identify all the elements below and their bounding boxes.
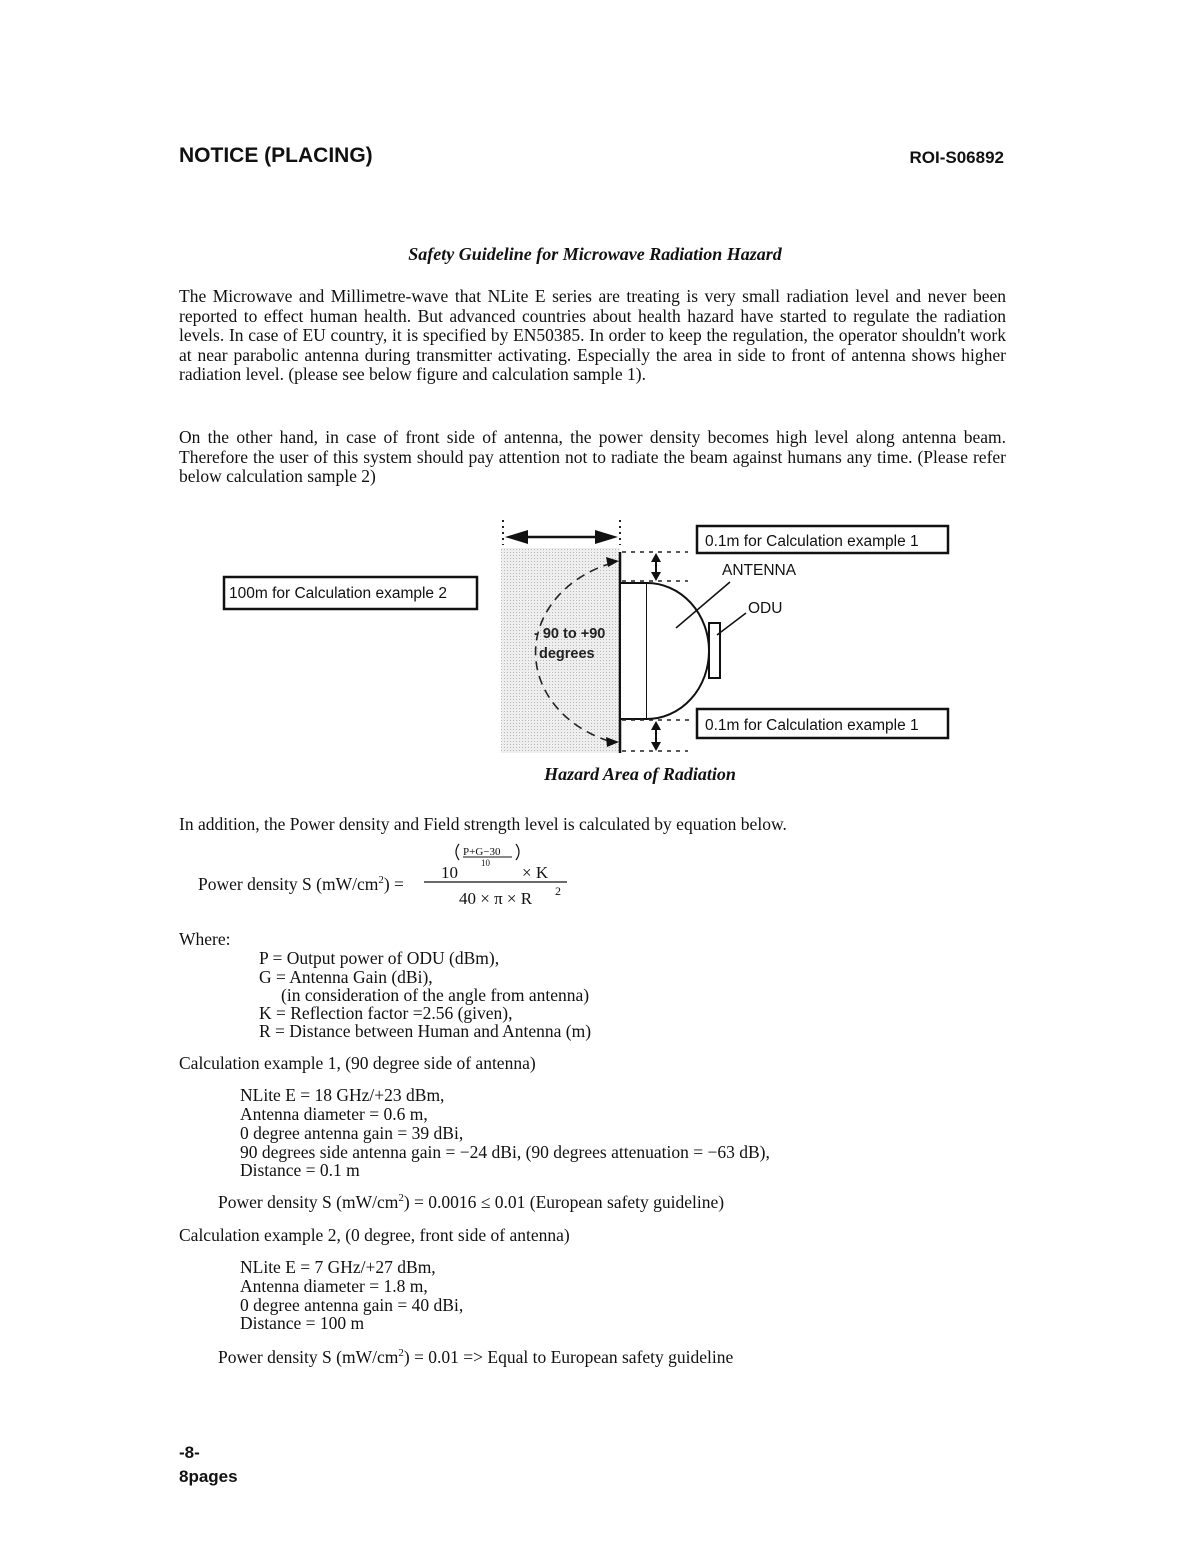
power-density-equation <box>419 838 589 908</box>
angle-label-line2: degrees <box>539 646 595 662</box>
top-clearance-arrow-down <box>651 572 661 581</box>
document-id: ROI-S06892 <box>909 148 1004 167</box>
where-label: Where: <box>179 929 231 949</box>
exponent-denominator: 10 <box>481 858 490 868</box>
equation-times-k: × K <box>522 863 549 882</box>
example1-result: Power density S $(mW/cm^2) = 0.0016 \le 0.01$ (European safety guideline) <box>218 1192 725 1212</box>
example2-line: Distance = 100 m <box>240 1313 365 1333</box>
example2-line: Antenna diameter = 1.8 m, <box>240 1276 428 1296</box>
bottom-callout-text: 0.1m for Calculation example 1 <box>705 717 919 734</box>
example2-heading: Calculation example 2, (0 degree, front side of antenna) <box>179 1225 570 1245</box>
example1-line: Antenna diameter = 0.6 m, <box>240 1104 428 1124</box>
example1-heading: Calculation example 1, (90 degree side of antenna) <box>179 1053 536 1073</box>
page-count: 8pages <box>179 1467 238 1486</box>
example2-result: Power density S $(mW/cm^2) = 0.01$ => Equal to European safety guideline <box>218 1347 734 1367</box>
exponent-numerator: P+G−30 <box>463 846 501 858</box>
where-item: P = Output power of ODU (dBm), <box>259 948 500 968</box>
example1-line: 0 degree antenna gain = 39 dBi, <box>240 1123 464 1143</box>
left-callout-text: 100m for Calculation example 2 <box>229 585 447 602</box>
odu-unit <box>709 623 720 678</box>
paragraph-1: The Microwave and Millimetre-wave that NLite E series are treating is very small radiation level and never been reported to effect human health. But advanced countries about health hazard have started to regulate the radiation levels. In case of EU country, it is specified by EN50385. In order to keep the regulation, the operator shouldn't work at near parabolic antenna during transmitter activating. Especially the area in side to front of antenna shows higher radiation level. (please see below figure and calculation sample 1). <box>179 286 1006 384</box>
page-number: -8- <box>179 1443 200 1462</box>
where-item: K = Reflection factor =2.56 (given), <box>259 1003 513 1023</box>
antenna-body <box>620 583 647 719</box>
top-callout-text: 0.1m for Calculation example 1 <box>705 533 919 550</box>
where-item: (in consideration of the angle from antenna) <box>281 985 590 1005</box>
equation-label: Power density S $(mW/cm^2)$ = <box>198 874 404 894</box>
example1-line: NLite E = 18 GHz/+23 dBm, <box>240 1085 445 1105</box>
hazard-area-diagram <box>0 510 1190 800</box>
example2-line: 0 degree antenna gain = 40 dBi, <box>240 1295 464 1315</box>
example1-line: Distance = 0.1 m <box>240 1160 360 1180</box>
equation-denominator: 40 × π × R <box>459 889 533 908</box>
odu-label: ODU <box>748 600 783 617</box>
distance-arrow-left-head <box>505 530 528 544</box>
where-item: R = Distance between Human and Antenna (m) <box>259 1021 592 1041</box>
antenna-dish <box>647 583 709 719</box>
where-item: G = Antenna Gain (dBi), <box>259 967 433 987</box>
figure-caption: Hazard Area of Radiation <box>544 764 736 784</box>
exponent-left-paren <box>456 844 459 860</box>
antenna-label: ANTENNA <box>722 562 797 579</box>
header-title: NOTICE (PLACING) <box>179 144 373 167</box>
section-title: Safety Guideline for Microwave Radiation Hazard <box>408 244 782 264</box>
equation-base: 10 <box>441 863 458 882</box>
odu-leader-line <box>717 613 746 635</box>
top-clearance-arrow-up <box>651 553 661 562</box>
bottom-clearance-arrow-up <box>651 721 661 730</box>
distance-arrow-right-head <box>595 530 618 544</box>
example2-line: NLite E = 7 GHz/+27 dBm, <box>240 1257 436 1277</box>
paragraph-2: On the other hand, in case of front side of antenna, the power density becomes high level along antenna beam. Therefore the user of this system should pay attention not to radiate the beam against humans any time. (Please refer below calculation sample 2) <box>179 427 1006 486</box>
example1-line: 90 degrees side antenna gain = −24 dBi, (90 degrees attenuation = −63 dB), <box>240 1142 770 1162</box>
equation-intro: In addition, the Power density and Field strength level is calculated by equation below. <box>179 814 787 834</box>
angle-label-line1: - 90 to +90 <box>534 626 606 642</box>
exponent-right-paren <box>516 844 519 860</box>
equation-denominator-sup: 2 <box>555 884 561 898</box>
bottom-clearance-arrow-down <box>651 742 661 751</box>
